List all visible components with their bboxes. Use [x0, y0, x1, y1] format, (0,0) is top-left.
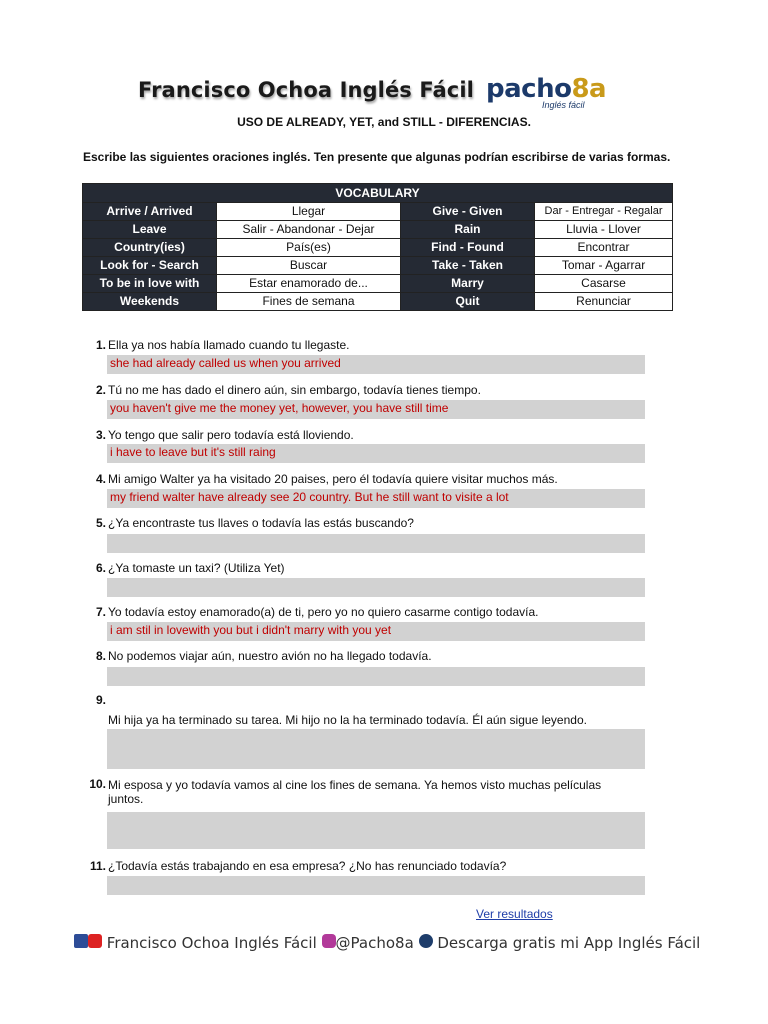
answer-field[interactable]	[107, 622, 645, 641]
answer-field[interactable]	[107, 400, 645, 419]
vocabulary-translation: Encontrar	[535, 239, 673, 257]
question-text: ¿Ya encontraste tus llaves o todavía las estás buscando?	[108, 516, 414, 530]
vocabulary-translation: Tomar - Agarrar	[535, 257, 673, 275]
vocabulary-term: Weekends	[83, 293, 217, 311]
see-results-link[interactable]: Ver resultados	[476, 907, 553, 921]
vocabulary-heading: VOCABULARY	[83, 184, 673, 203]
logo-accent: 8a	[571, 74, 607, 104]
answer-field[interactable]	[107, 729, 645, 769]
answer-field[interactable]	[107, 812, 645, 849]
answer-field[interactable]	[107, 876, 645, 895]
answer-text: you haven't give me the money yet, however, you have still time	[110, 401, 449, 415]
vocabulary-row	[83, 293, 673, 311]
vocabulary-term: Rain	[401, 221, 535, 239]
youtube-icon[interactable]	[88, 934, 102, 948]
question-number: 1.	[95, 338, 106, 352]
vocabulary-row	[83, 239, 673, 257]
vocabulary-term: Arrive / Arrived	[83, 203, 217, 221]
answer-text: my friend walter have already see 20 country. But he still want to visite a lot	[110, 490, 509, 504]
answer-text: i have to leave but it's still raing	[110, 445, 276, 459]
question-text: Ella ya nos había llamado cuando tu llegaste.	[108, 338, 350, 352]
footer-handle: @Pacho8a	[335, 934, 414, 952]
question-text: ¿Todavía estás trabajando en esa empresa? ¿No has renunciado todavía?	[108, 859, 507, 873]
vocabulary-row	[83, 275, 673, 293]
question-number: 4.	[95, 472, 106, 486]
question-text: No podemos viajar aún, nuestro avión no ha llegado todavía.	[108, 649, 432, 663]
answer-field[interactable]	[107, 355, 645, 374]
answer-field[interactable]	[107, 489, 645, 508]
facebook-icon[interactable]	[74, 934, 88, 948]
vocabulary-term: To be in love with	[83, 275, 217, 293]
vocabulary-row	[83, 221, 673, 239]
page-title: Francisco Ochoa Inglés Fácil	[138, 78, 474, 102]
vocabulary-translation: Fines de semana	[217, 293, 401, 311]
footer-bar	[74, 934, 701, 952]
vocabulary-translation: Salir - Abandonar - Dejar	[217, 221, 401, 239]
logo-main: pacho	[486, 74, 572, 104]
question-number: 3.	[95, 428, 106, 442]
vocabulary-term: Country(ies)	[83, 239, 217, 257]
question-number: 10.	[89, 777, 106, 791]
vocabulary-term: Give - Given	[401, 203, 535, 221]
question-number: 9.	[95, 693, 106, 707]
vocabulary-translation: Renunciar	[535, 293, 673, 311]
question-text: Yo todavía estoy enamorado(a) de ti, pero yo no quiero casarme contigo todavía.	[108, 605, 539, 619]
question-number: 8.	[95, 649, 106, 663]
vocabulary-translation: Lluvia - Llover	[535, 221, 673, 239]
vocabulary-translation: Casarse	[535, 275, 673, 293]
vocabulary-translation: Dar - Entregar - Regalar	[535, 203, 673, 221]
vocabulary-row	[83, 257, 673, 275]
vocabulary-row	[83, 203, 673, 221]
answer-text: she had already called us when you arrived	[110, 356, 341, 370]
answer-field[interactable]	[107, 444, 645, 463]
vocabulary-translation: País(es)	[217, 239, 401, 257]
question-text: Mi hija ya ha terminado su tarea. Mi hijo no la ha terminado todavía. Él aún sigue leyendo.	[108, 713, 587, 727]
worksheet-subtitle: USO DE ALREADY, YET, and STILL - DIFERENCIAS.	[237, 115, 531, 129]
vocabulary-term: Leave	[83, 221, 217, 239]
instagram-icon[interactable]	[322, 934, 336, 948]
question-text: Yo tengo que salir pero todavía está lloviendo.	[108, 428, 354, 442]
question-number: 6.	[95, 561, 106, 575]
answer-field[interactable]	[107, 578, 645, 597]
vocabulary-term: Quit	[401, 293, 535, 311]
vocabulary-translation: Llegar	[217, 203, 401, 221]
footer-name: Francisco Ochoa Inglés Fácil	[106, 934, 317, 952]
logo-subtitle: Inglés fácil	[542, 100, 585, 110]
question-text: Mi esposa y yo todavía vamos al cine los fines de semana. Ya hemos visto muchas películas juntos.	[108, 778, 602, 806]
footer-app-text: Descarga gratis mi App Inglés Fácil	[437, 934, 701, 952]
answer-field[interactable]	[107, 534, 645, 553]
vocabulary-table	[82, 183, 673, 311]
question-number: 5.	[95, 516, 106, 530]
vocabulary-term: Take - Taken	[401, 257, 535, 275]
question-number: 2.	[95, 383, 106, 397]
question-text: ¿Ya tomaste un taxi? (Utiliza Yet)	[108, 561, 285, 575]
app-icon[interactable]	[419, 934, 433, 948]
question-text: Mi amigo Walter ya ha visitado 20 paises, pero él todavía quiere visitar muchos más.	[108, 472, 558, 486]
instructions: Escribe las siguientes oraciones inglés. Ten presente que algunas podrían escribirse de varias formas.	[83, 150, 671, 164]
question-number: 11.	[89, 859, 106, 873]
vocabulary-translation: Estar enamorado de...	[217, 275, 401, 293]
question-text: Tú no me has dado el dinero aún, sin embargo, todavía tienes tiempo.	[108, 383, 481, 397]
answer-text: i am stil in lovewith you but i didn't marry with you yet	[110, 623, 392, 637]
pacho8a-logo	[486, 74, 607, 114]
vocabulary-term: Look for - Search	[83, 257, 217, 275]
vocabulary-term: Marry	[401, 275, 535, 293]
vocabulary-translation: Buscar	[217, 257, 401, 275]
answer-field[interactable]	[107, 667, 645, 686]
question-number: 7.	[95, 605, 106, 619]
vocabulary-term: Find - Found	[401, 239, 535, 257]
